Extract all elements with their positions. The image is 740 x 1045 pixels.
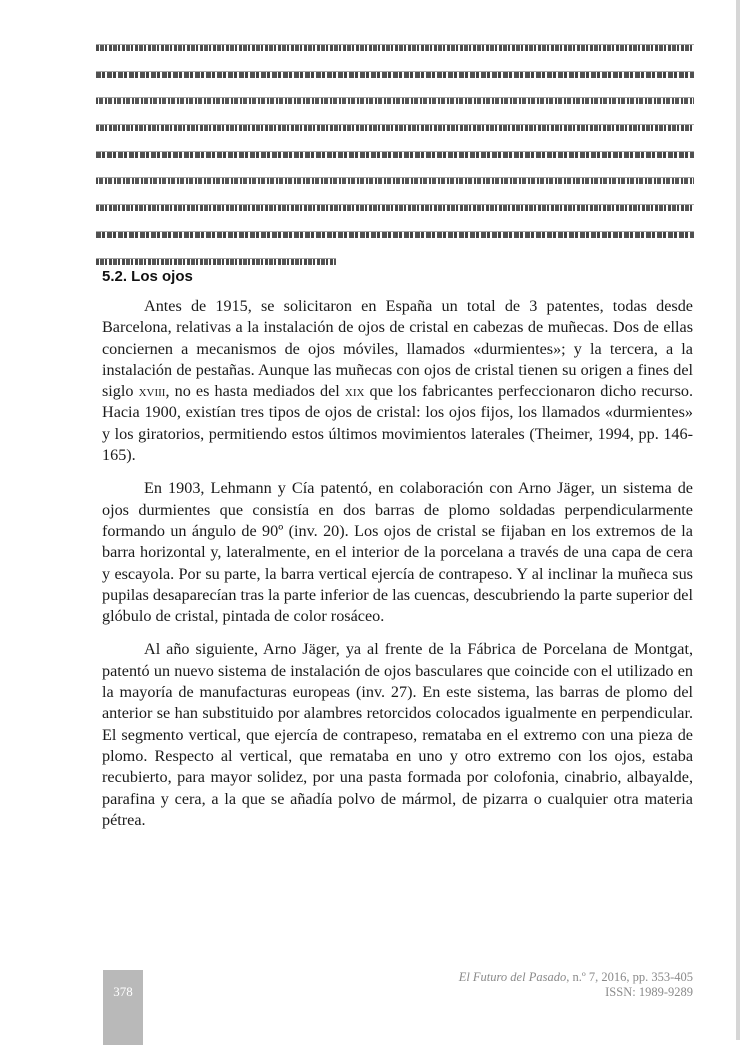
section-heading: 5.2. Los ojos [102,268,193,285]
illegible-line [96,151,694,158]
illegible-text-block [96,44,694,284]
issn: ISSN: 1989-9289 [605,985,693,999]
citation-line [459,970,693,985]
illegible-line [96,97,694,104]
illegible-line [96,258,336,265]
paragraph-3: Al año siguiente, Arno Jäger, ya al frente de la Fábrica de Porcelana de Montgat, patentó un nuevo sistema de instalación de ojos basculares que coincide con el utilizado en la mayoría de manufacturas europeas (inv. 27). En este sistema, las barras de plomo del anterior se han substituido por alambres retorcidos colocados igualmente en perpendicular. El segmento vertical, que ejercía de contrapeso, remataba en el extremo con una pieza de plomo. Respecto al vertical, que remataba en uno y otro extremo con los ojos, estaba recubierto, para mayor solidez, por una pasta formada por colofonia, cinabrio, albayalde, parafina y cera, a la que se añadía polvo de mármol, de pizarra o cualquier otra materia pétrea. [102,640,693,829]
journal-title: El Futuro del Pasado [458,970,567,984]
illegible-line [96,124,694,131]
issue-info: , n.º 7, 2016, pp. 353-405 [566,970,693,984]
illegible-line [96,231,694,238]
paragraph-2: En 1903, Lehmann y Cía patentó, en colaboración con Arno Jäger, un sistema de ojos durmientes que consistía en dos barras de plomo soldadas perpendicularmente formando un ángulo de 90º (inv. 20). Los ojos de cristal se fijaban en los extremos de la barra horizontal y, lateralmente, en el interior de la porcelana a través de una capa de cera y escayola. Por su parte, la barra vertical ejercía de contrapeso. Y al inclinar la muñeca sus pupilas desaparecían tras la parte inferior de las cuencas, descubriendo la parte superior del glóbulo de cristal, pintada de color rosáceo. [102,479,693,626]
illegible-line [96,177,694,184]
page-number-tab [103,970,143,1045]
paragraph-1: Antes de 1915, se solicitaron en España un total de 3 patentes, todas desde Barcelona, relativas a la instalación de ojos de cristal en cabezas de muñecas. Dos de ellas conciernen a mecanismos de ojos móviles, llamados «durmientes»; y la tercera, a la instalación de pestañas. Aunque las muñecas con ojos de cristal tienen su origen a fines del siglo xviii, no es hasta mediados del xix que los fabricantes perfeccionaron dicho recurso. Hacia 1900, existían tres tipos de ojos de cristal: los ojos fijos, los llamados «durmientes» y los giratorios, permitiendo estos últimos movimientos laterales (Theimer, 1994, pp. 146-165). [102,297,694,465]
illegible-line [96,71,694,78]
body-text [102,296,693,843]
page-edge [736,0,740,1040]
illegible-line [96,44,694,51]
page-number: 378 [113,984,133,999]
illegible-line [96,204,694,211]
running-footer [459,970,693,1000]
